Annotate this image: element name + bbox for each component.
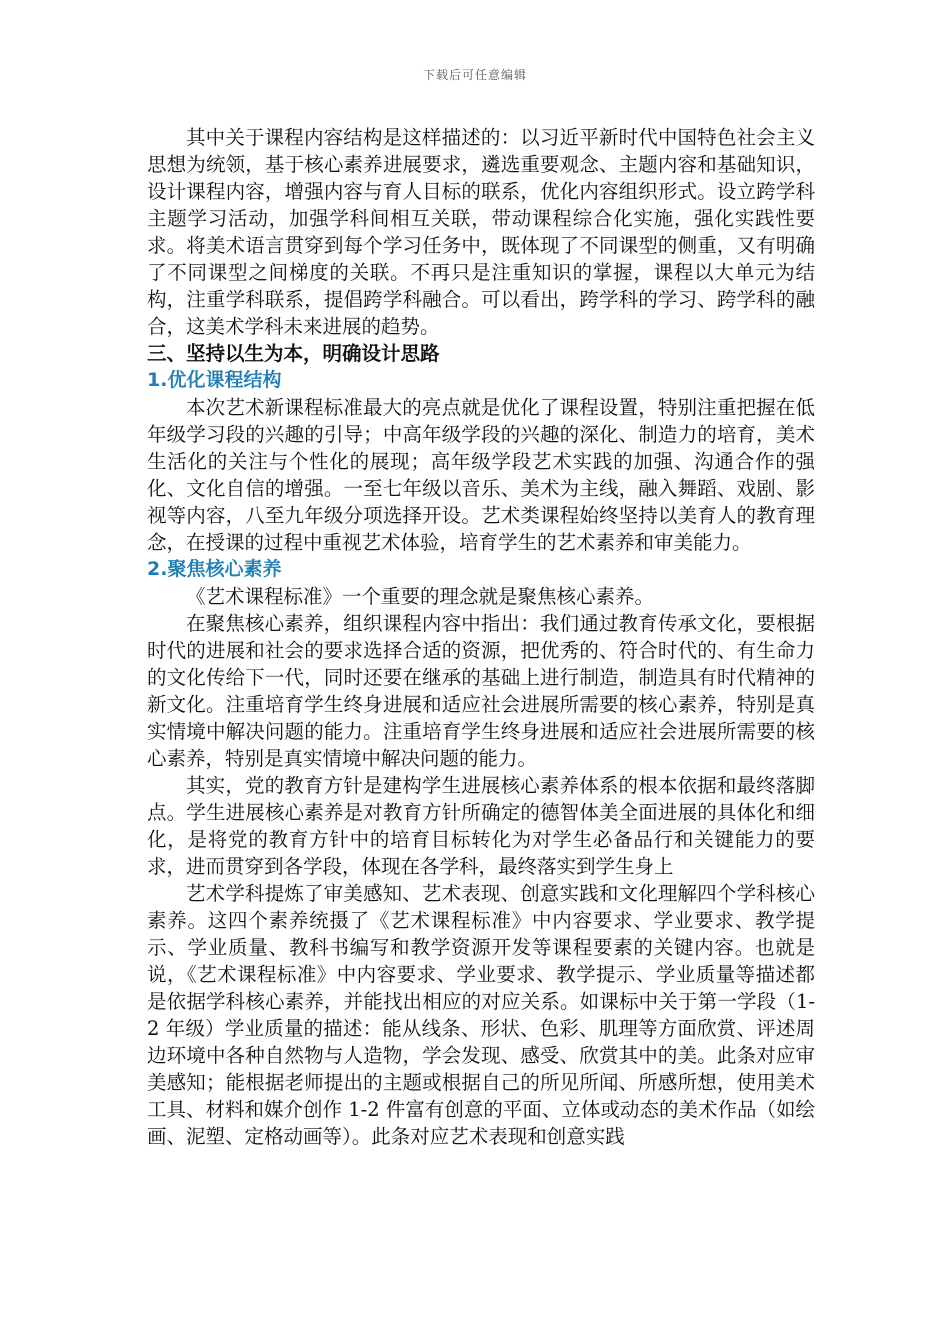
paragraph-optimize-structure: 本次艺术新课程标准最大的亮点就是优化了课程设置，特别注重把握在低年级学习段的兴趣的引导；中高年级学段的兴趣的深化、制造力的培育，美术生活化的关注与个性化的展现；高年级学段艺术实践的加强、沟通合作的强化、文化自信的增强。一至七年级以音乐、美术为主线，融入舞蹈、戏剧、影视等内容，八至九年级分项选择开设。艺术类课程始终坚持以美育人的教育理念，在授课的过程中重视艺术体验，培育学生的艺术素养和审美能力。 xyxy=(147,396,815,554)
page-header: 下载后可任意编辑 xyxy=(422,68,527,82)
paragraph-course-structure: 其中关于课程内容结构是这样描述的：以习近平新时代中国特色社会主义思想为统领，基于核心素养进展要求，遴选重要观念、主题内容和基础知识，设计课程内容，增强内容与育人目标的联系，优化内容组织形式。设立跨学科主题学习活动，加强学科间相互关联，带动课程综合化实施，强化实践性要求。将美术语言贯穿到每个学习任务中，既体现了不同课型的侧重，又有明确了不同课型之间梯度的关联。不再只是注重知识的掌握，课程以大单元为结构，注重学科联系，提倡跨学科融合。可以看出，跨学科的学习、跨学科的融合，这美术学科未来进展的趋势。 xyxy=(147,126,815,338)
paragraph-core-literacy-intro: 《艺术课程标准》一个重要的理念就是聚焦核心素养。 xyxy=(186,585,655,608)
subsection-heading-1: 1.优化课程结构 xyxy=(147,369,282,391)
paragraph-education-policy: 其实，党的教育方针是建构学生进展核心素养体系的根本依据和最终落脚点。学生进展核心素养是对教育方针所确定的德智体美全面进展的具体化和细化，是将党的教育方针中的培育目标转化为对学生必备品行和关键能力的要求，进而贯穿到各学段，体现在各学科，最终落实到学生身上 xyxy=(147,774,815,878)
paragraph-four-literacies: 艺术学科提炼了审美感知、艺术表现、创意实践和文化理解四个学科核心素养。这四个素养统摄了《艺术课程标准》中内容要求、学业要求、教学提示、学业质量、教科书编写和教学资源开发等课程要素的关键内容。也就是说，《艺术课程标准》中内容要求、学业要求、教学提示、学业质量等描述都是依据学科核心素养，并能找出相应的对应关系。如课标中关于第一学段（1-2 年级）学业质量的描述：能从线条、形状、色彩、肌理等方面欣赏、评述周边环境中各种自然物与人造物，学会发现、感受、欣赏其中的美。此条对应审美感知；能根据老师提出的主题或根据自己的所见所闻、所感所想，使用美术工具、材料和媒介创作 1-2 件富有创意的平面、立体或动态的美术作品（如绘画、泥塑、定格动画等）。此条对应艺术表现和创意实践 xyxy=(147,882,815,1148)
section-heading-3: 三、坚持以生为本，明确设计思路 xyxy=(147,342,440,365)
subsection-heading-2: 2.聚焦核心素养 xyxy=(147,558,282,580)
document-body xyxy=(147,124,815,1150)
paragraph-core-literacy-content: 在聚焦核心素养，组织课程内容中指出：我们通过教育传承文化，要根据时代的进展和社会的要求选择合适的资源，把优秀的、符合时代的、有生命力的文化传给下一代，同时还要在继承的基础上进行制造，制造具有时代精神的新文化。注重培育学生终身进展和适应社会进展所需要的核心素养，特别是真实情境中解决问题的能力。注重培育学生终身进展和适应社会进展所需要的核心素养，特别是真实情境中解决问题的能力。 xyxy=(147,612,815,770)
